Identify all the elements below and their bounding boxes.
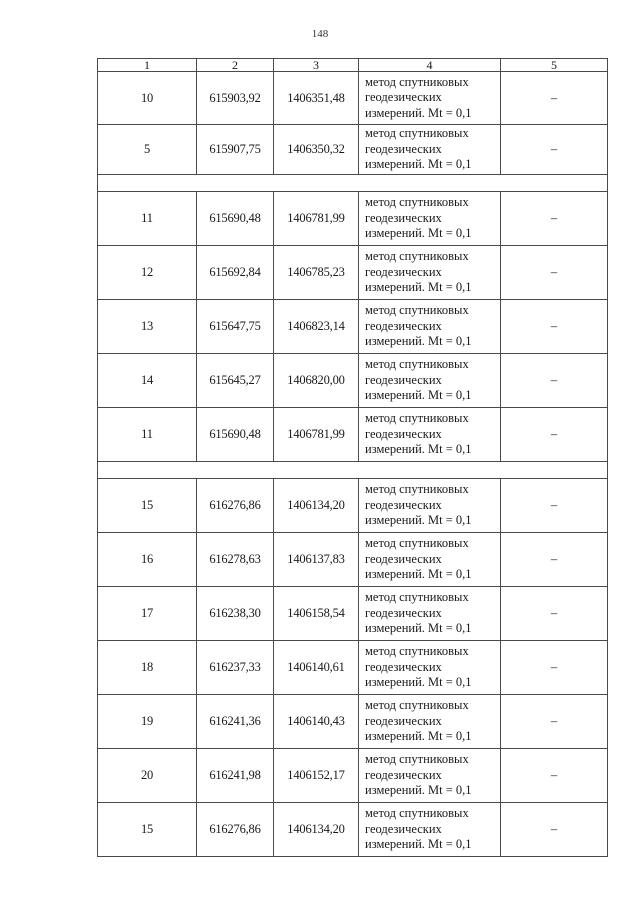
y-coordinate-cell: 1406351,48 — [274, 72, 359, 125]
table-row — [98, 587, 608, 641]
x-coordinate-cell: 615647,75 — [197, 300, 274, 354]
table-row — [98, 408, 608, 462]
y-coordinate-cell: 1406823,14 — [274, 300, 359, 354]
method-line: метод спутниковых — [365, 357, 469, 372]
method-line: измерений. Mt = 0,1 — [365, 621, 472, 636]
point-number-cell: 14 — [98, 354, 197, 408]
method-cell — [359, 192, 501, 246]
y-coordinate-cell: 1406350,32 — [274, 125, 359, 175]
column-header: 5 — [501, 59, 608, 72]
method-line: метод спутниковых — [365, 752, 469, 767]
method-cell — [359, 300, 501, 354]
table-body — [98, 59, 608, 857]
method-line: геодезических — [365, 659, 442, 674]
method-cell — [359, 125, 501, 175]
y-coordinate-cell: 1406137,83 — [274, 533, 359, 587]
note-cell: – — [501, 72, 608, 125]
method-line: измерений. Mt = 0,1 — [365, 226, 472, 241]
method-line: измерений. Mt = 0,1 — [365, 105, 472, 120]
method-cell — [359, 408, 501, 462]
point-number-cell: 15 — [98, 803, 197, 857]
method-line: геодезических — [365, 264, 442, 279]
method-line: метод спутниковых — [365, 74, 469, 89]
method-line: измерений. Mt = 0,1 — [365, 675, 472, 690]
method-line: метод спутниковых — [365, 806, 469, 821]
table-row — [98, 533, 608, 587]
method-line: измерений. Mt = 0,1 — [365, 837, 472, 852]
x-coordinate-cell: 615907,75 — [197, 125, 274, 175]
y-coordinate-cell: 1406781,99 — [274, 192, 359, 246]
method-line: измерений. Mt = 0,1 — [365, 334, 472, 349]
note-cell: – — [501, 749, 608, 803]
group-separator-row — [98, 462, 608, 479]
note-cell: – — [501, 641, 608, 695]
method-line: измерений. Mt = 0,1 — [365, 783, 472, 798]
method-cell — [359, 72, 501, 125]
x-coordinate-cell: 615903,92 — [197, 72, 274, 125]
method-line: измерений. Mt = 0,1 — [365, 513, 472, 528]
point-number-cell: 15 — [98, 479, 197, 533]
y-coordinate-cell: 1406785,23 — [274, 246, 359, 300]
table-row — [98, 72, 608, 125]
method-line: измерений. Mt = 0,1 — [365, 729, 472, 744]
method-line: метод спутниковых — [365, 590, 469, 605]
method-line: метод спутниковых — [365, 249, 469, 264]
method-line: геодезических — [365, 551, 442, 566]
column-header: 3 — [274, 59, 359, 72]
method-cell — [359, 803, 501, 857]
y-coordinate-cell: 1406134,20 — [274, 803, 359, 857]
table-row — [98, 479, 608, 533]
method-line: метод спутниковых — [365, 303, 469, 318]
column-header: 1 — [98, 59, 197, 72]
method-line: измерений. Mt = 0,1 — [365, 157, 472, 172]
y-coordinate-cell: 1406152,17 — [274, 749, 359, 803]
method-line: геодезических — [365, 821, 442, 836]
method-line: метод спутниковых — [365, 411, 469, 426]
point-number-cell: 20 — [98, 749, 197, 803]
table-row — [98, 641, 608, 695]
note-cell: – — [501, 125, 608, 175]
method-cell — [359, 479, 501, 533]
x-coordinate-cell: 615690,48 — [197, 192, 274, 246]
point-number-cell: 18 — [98, 641, 197, 695]
note-cell: – — [501, 587, 608, 641]
x-coordinate-cell: 616241,36 — [197, 695, 274, 749]
method-line: метод спутниковых — [365, 644, 469, 659]
x-coordinate-cell: 616238,30 — [197, 587, 274, 641]
y-coordinate-cell: 1406158,54 — [274, 587, 359, 641]
method-line: геодезических — [365, 605, 442, 620]
table-row — [98, 300, 608, 354]
method-line: геодезических — [365, 141, 442, 156]
method-cell — [359, 246, 501, 300]
coordinates-table — [97, 58, 608, 857]
note-cell: – — [501, 533, 608, 587]
table-header-row — [98, 59, 608, 72]
table-row — [98, 192, 608, 246]
column-header: 2 — [197, 59, 274, 72]
method-line: геодезических — [365, 90, 442, 105]
method-cell — [359, 587, 501, 641]
method-line: метод спутниковых — [365, 698, 469, 713]
method-line: геодезических — [365, 497, 442, 512]
column-header: 4 — [359, 59, 501, 72]
point-number-cell: 19 — [98, 695, 197, 749]
point-number-cell: 16 — [98, 533, 197, 587]
table-row — [98, 125, 608, 175]
note-cell: – — [501, 300, 608, 354]
point-number-cell: 17 — [98, 587, 197, 641]
point-number-cell: 12 — [98, 246, 197, 300]
method-line: геодезических — [365, 713, 442, 728]
method-line: метод спутниковых — [365, 482, 469, 497]
table-row — [98, 246, 608, 300]
separator-cell — [98, 175, 608, 192]
method-line: метод спутниковых — [365, 126, 469, 141]
y-coordinate-cell: 1406820,00 — [274, 354, 359, 408]
y-coordinate-cell: 1406140,43 — [274, 695, 359, 749]
group-separator-row — [98, 175, 608, 192]
method-cell — [359, 695, 501, 749]
x-coordinate-cell: 616237,33 — [197, 641, 274, 695]
note-cell: – — [501, 479, 608, 533]
y-coordinate-cell: 1406134,20 — [274, 479, 359, 533]
method-line: геодезических — [365, 767, 442, 782]
x-coordinate-cell: 615645,27 — [197, 354, 274, 408]
note-cell: – — [501, 803, 608, 857]
method-line: измерений. Mt = 0,1 — [365, 567, 472, 582]
method-line: измерений. Mt = 0,1 — [365, 388, 472, 403]
table-row — [98, 695, 608, 749]
point-number-cell: 5 — [98, 125, 197, 175]
method-line: измерений. Mt = 0,1 — [365, 280, 472, 295]
table-row — [98, 354, 608, 408]
point-number-cell: 11 — [98, 192, 197, 246]
separator-cell — [98, 462, 608, 479]
x-coordinate-cell: 615690,48 — [197, 408, 274, 462]
method-line: измерений. Mt = 0,1 — [365, 442, 472, 457]
table-row — [98, 749, 608, 803]
method-cell — [359, 533, 501, 587]
note-cell: – — [501, 192, 608, 246]
point-number-cell: 11 — [98, 408, 197, 462]
note-cell: – — [501, 695, 608, 749]
x-coordinate-cell: 616276,86 — [197, 479, 274, 533]
y-coordinate-cell: 1406781,99 — [274, 408, 359, 462]
y-coordinate-cell: 1406140,61 — [274, 641, 359, 695]
method-line: геодезических — [365, 426, 442, 441]
note-cell: – — [501, 408, 608, 462]
method-line: метод спутниковых — [365, 536, 469, 551]
x-coordinate-cell: 615692,84 — [197, 246, 274, 300]
table-row — [98, 803, 608, 857]
point-number-cell: 13 — [98, 300, 197, 354]
x-coordinate-cell: 616276,86 — [197, 803, 274, 857]
x-coordinate-cell: 616241,98 — [197, 749, 274, 803]
page-number: 148 — [311, 28, 329, 40]
method-line: геодезических — [365, 318, 442, 333]
note-cell: – — [501, 246, 608, 300]
method-cell — [359, 749, 501, 803]
note-cell: – — [501, 354, 608, 408]
method-line: геодезических — [365, 372, 442, 387]
method-line: метод спутниковых — [365, 195, 469, 210]
method-line: геодезических — [365, 210, 442, 225]
point-number-cell: 10 — [98, 72, 197, 125]
x-coordinate-cell: 616278,63 — [197, 533, 274, 587]
method-cell — [359, 641, 501, 695]
method-cell — [359, 354, 501, 408]
